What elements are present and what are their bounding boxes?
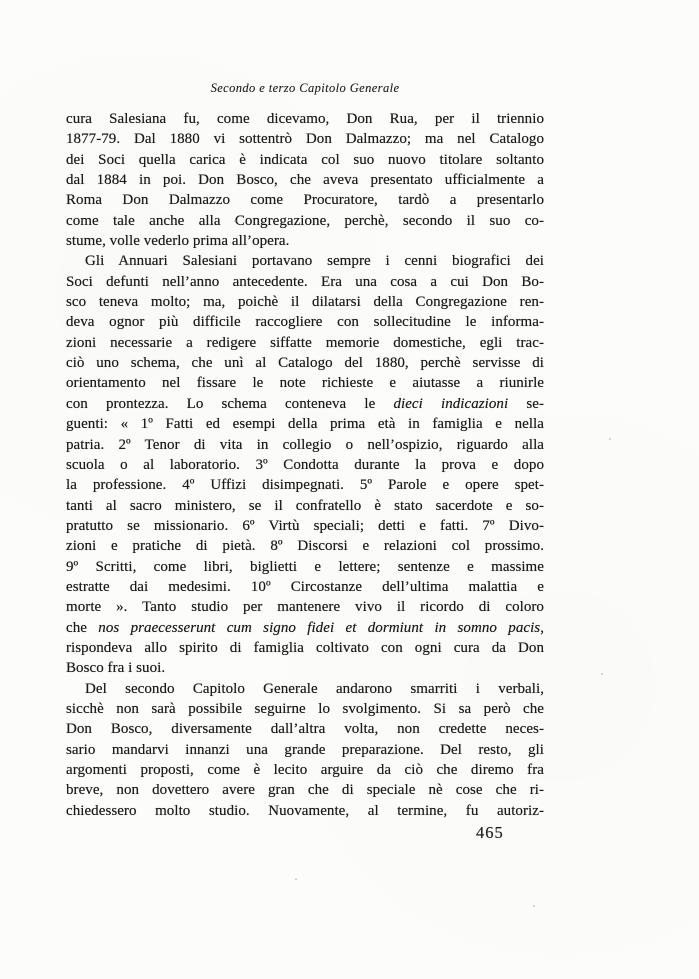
text-line [66, 190, 544, 210]
text-line [66, 658, 544, 678]
text-run: stume, volle vederlo prima all’opera. [66, 233, 290, 250]
text-run: estratte dai medesimi. 10º Circostanze dell’ultima malattia e [66, 578, 544, 595]
text-run: che [66, 619, 99, 636]
text-line [66, 394, 544, 414]
text-run: pratutto se missionario. 6º Virtù speciali; detti e fatti. 7º Divo- [66, 517, 544, 534]
text-run: deva ognor più difficile raccogliere con sollecitudine le informa- [66, 314, 544, 331]
text-line [66, 536, 544, 556]
text-run: dei Soci quella carica è indicata col suo nuovo titolare soltanto [66, 151, 544, 168]
text-run: , [540, 619, 544, 636]
scan-speck [533, 905, 535, 907]
text-run: la professione. 4º Uffizi disimpegnati. 5º Parole e opere spet- [66, 477, 544, 494]
text-line [66, 679, 544, 699]
text-line [66, 780, 544, 800]
text-run: Del secondo Capitolo Generale andarono smarriti i verbali, [85, 680, 544, 697]
text-line [66, 475, 544, 495]
text-line [66, 597, 544, 617]
text-run: Gli Annuari Salesiani portavano sempre i cenni biografici dei [85, 253, 544, 270]
text-line [66, 129, 544, 149]
text-run: zioni e pratiche di pietà. 8º Discorsi e relazioni col prossimo. [66, 538, 544, 555]
text-run: rispondeva allo spirito di famiglia coltivato con ogni cura da Don [66, 639, 544, 656]
text-line [66, 577, 544, 597]
italic-text-run: nos praecesserunt cum signo fidei et dormiunt in somno pacis [98, 619, 541, 636]
text-run: morte ». Tanto studio per mantenere vivo il ricordo di coloro [66, 599, 544, 616]
text-line [66, 231, 544, 251]
text-run: 1877-79. Dal 1880 vi sottentrò Don Dalmazzo; ma nel Catalogo [66, 131, 544, 148]
page-number: 465 [476, 823, 504, 842]
text-line [66, 516, 544, 536]
scan-speck [601, 673, 603, 675]
text-line [66, 373, 544, 393]
text-run: sario mandarvi innanzi una grande preparazione. Del resto, gli [66, 741, 544, 758]
running-header: Secondo e terzo Capitolo Generale [210, 81, 400, 95]
text-line [66, 760, 544, 780]
text-line [66, 251, 544, 271]
text-line [66, 170, 544, 190]
scan-speck [609, 438, 611, 440]
text-line [66, 699, 544, 719]
text-line [66, 414, 544, 434]
text-run: dal 1884 in poi. Don Bosco, che aveva presentato ufficialmente a [66, 172, 544, 189]
text-run: sco teneva molto; ma, poichè il dilatarsi della Congregazione ren- [66, 294, 544, 311]
text-run: ciò uno schema, che unì al Catalogo del 1880, perchè servisse di [66, 355, 544, 372]
italic-text-run: dieci indicazioni [393, 395, 509, 412]
text-run: Don Bosco, diversamente dall’altra volta, non credette neces- [66, 721, 544, 738]
text-run: scuola o al laboratorio. 3º Condotta durante la prova e dopo [66, 456, 544, 473]
text-line [66, 312, 544, 332]
body-text-block [66, 109, 544, 821]
text-run: sicchè non sarà possibile seguirne lo svolgimento. Si sa però che [66, 700, 544, 717]
text-line [66, 150, 544, 170]
text-line [66, 496, 544, 516]
text-run: se- [508, 395, 544, 412]
text-run: zioni necessarie a redigere siffatte memorie domestiche, egli trac- [66, 334, 544, 351]
text-line [66, 618, 544, 638]
text-line [66, 333, 544, 353]
text-line [66, 801, 544, 821]
text-line [66, 455, 544, 475]
text-run: breve, non dovettero avere gran che di speciale nè cose che ri- [66, 782, 544, 799]
text-line [66, 557, 544, 577]
text-line [66, 719, 544, 739]
text-line [66, 109, 544, 129]
text-line [66, 353, 544, 373]
text-run: chiedessero molto studio. Nuovamente, al termine, fu autoriz- [66, 802, 544, 819]
text-line [66, 211, 544, 231]
scan-speck [126, 263, 129, 265]
text-run: Roma Don Dalmazzo come Procuratore, tardò a presentarlo [66, 192, 544, 209]
text-run: cura Salesiana fu, come dicevamo, Don Rua, per il triennio [66, 111, 544, 127]
text-line [66, 435, 544, 455]
text-run: tanti al sacro ministero, se il confratello è stato sacerdote e so- [66, 497, 544, 514]
text-run: argomenti proposti, come è lecito arguire da ciò che diremo fra [66, 762, 544, 778]
text-run: con prontezza. Lo schema conteneva le [66, 395, 394, 412]
text-line [66, 272, 544, 292]
text-run: Bosco fra i suoi. [66, 660, 166, 677]
scan-speck [234, 220, 237, 222]
text-run: orientamento nel fissare le note richieste e aiutasse a riunirle [66, 375, 544, 392]
text-line [66, 292, 544, 312]
scan-speck [295, 878, 297, 880]
text-line [66, 638, 544, 658]
text-run: patria. 2º Tenor di vita in collegio o nell’ospizio, riguardo alla [66, 436, 544, 453]
text-run: Soci defunti nell’anno antecedente. Era una cosa a cui Don Bo- [66, 273, 544, 290]
text-run: 9º Scritti, come libri, biglietti e lettere; sentenze e massime [66, 558, 544, 575]
text-run: come tale anche alla Congregazione, perchè, secondo il suo co- [66, 212, 544, 229]
text-run: guenti: « 1º Fatti ed esempi della prima età in famiglia e nella [66, 416, 544, 433]
text-line [66, 740, 544, 760]
